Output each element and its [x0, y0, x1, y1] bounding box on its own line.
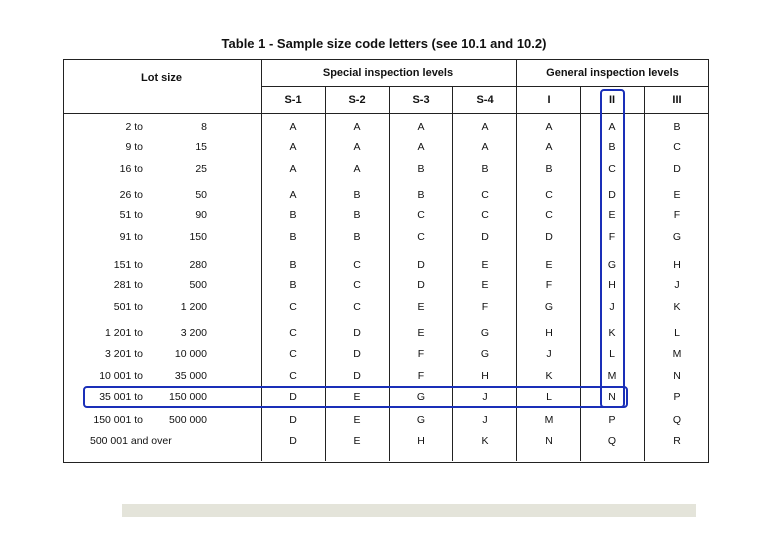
code-letter-cell: E: [608, 209, 616, 221]
code-letter-cell: F: [673, 209, 681, 221]
lot-size-to: 8: [201, 121, 207, 133]
code-letter-cell: B: [353, 209, 361, 221]
column-header-s-3: S-3: [412, 94, 430, 106]
lot-size-from: 35 001 to: [99, 391, 143, 403]
code-letter-cell: B: [289, 279, 297, 291]
code-letter-cell: E: [353, 435, 361, 447]
lot-size-header: Lot size: [141, 72, 182, 84]
code-letter-cell: B: [608, 141, 616, 153]
code-letter-cell: F: [417, 370, 425, 382]
code-letter-cell: E: [353, 391, 361, 403]
code-letter-cell: H: [608, 279, 616, 291]
code-letter-cell: A: [545, 141, 553, 153]
lot-size-from: 91 to: [119, 231, 143, 243]
code-letter-cell: G: [416, 414, 426, 426]
lot-size-to: 150: [189, 231, 207, 243]
code-letter-cell: C: [417, 231, 425, 243]
code-letter-cell: A: [481, 121, 489, 133]
lot-size-from: 150 001 to: [93, 414, 143, 426]
code-letter-cell: C: [545, 209, 553, 221]
code-letter-cell: N: [545, 435, 553, 447]
code-letter-cell: C: [608, 163, 616, 175]
code-letter-cell: D: [417, 279, 425, 291]
column-header-i: I: [547, 94, 551, 106]
column-header-iii: III: [672, 94, 682, 106]
lot-size-to: 3 200: [180, 327, 207, 339]
code-letter-cell: G: [544, 301, 554, 313]
column-header-s-1: S-1: [284, 94, 302, 106]
code-letter-cell: D: [289, 435, 297, 447]
code-letter-cell: J: [482, 414, 488, 426]
code-letter-cell: B: [673, 121, 681, 133]
lot-size-to: 280: [189, 259, 207, 271]
lot-size-to: 35 000: [174, 370, 207, 382]
code-letter-cell: D: [545, 231, 553, 243]
code-letter-cell: D: [353, 348, 361, 360]
table-title: Table 1 - Sample size code letters (see 10.1 and 10.2): [221, 36, 547, 51]
code-letter-cell: D: [289, 391, 297, 403]
code-letter-cell: E: [673, 189, 681, 201]
code-letter-cell: B: [289, 209, 297, 221]
code-letter-cell: J: [674, 279, 680, 291]
code-letter-cell: B: [481, 163, 489, 175]
lot-size-from: 2 to: [125, 121, 143, 133]
code-letter-cell: M: [607, 370, 617, 382]
lot-size-from: 51 to: [119, 209, 143, 221]
code-letter-cell: L: [546, 391, 552, 403]
code-letter-cell: C: [289, 370, 297, 382]
code-letter-cell: A: [545, 121, 553, 133]
code-letter-cell: B: [353, 231, 361, 243]
code-letter-cell: J: [546, 348, 552, 360]
code-letter-cell: C: [353, 279, 361, 291]
code-letter-cell: B: [353, 189, 361, 201]
lot-size-from: 501 to: [113, 301, 143, 313]
code-letter-cell: C: [289, 301, 297, 313]
code-letter-cell: C: [417, 209, 425, 221]
code-letter-cell: K: [608, 327, 616, 339]
general-levels-header: General inspection levels: [546, 67, 679, 79]
lot-size-from: 1 201 to: [105, 327, 143, 339]
code-letter-cell: A: [353, 163, 361, 175]
code-letter-cell: G: [416, 391, 426, 403]
lot-size-to: 500 000: [169, 414, 207, 426]
column-header-s-2: S-2: [348, 94, 366, 106]
code-letter-cell: E: [481, 259, 489, 271]
column-header-ii: II: [608, 94, 616, 106]
code-letter-cell: C: [481, 189, 489, 201]
code-letter-cell: D: [353, 327, 361, 339]
code-letter-cell: A: [417, 141, 425, 153]
lot-size-to: 150 000: [169, 391, 207, 403]
code-letter-cell: A: [353, 141, 361, 153]
code-letter-cell: A: [417, 121, 425, 133]
highlight-column-ii: [600, 89, 625, 408]
code-letter-cell: B: [289, 231, 297, 243]
code-letter-cell: H: [545, 327, 553, 339]
code-letter-cell: C: [353, 259, 361, 271]
code-letter-cell: D: [289, 414, 297, 426]
code-letter-cell: D: [608, 189, 616, 201]
code-letter-cell: D: [481, 231, 489, 243]
code-letter-cell: G: [672, 231, 682, 243]
code-letter-cell: E: [545, 259, 553, 271]
code-letter-cell: C: [353, 301, 361, 313]
code-letter-cell: F: [481, 301, 489, 313]
lot-size-from: 3 201 to: [105, 348, 143, 360]
code-letter-cell: P: [608, 414, 616, 426]
code-letter-cell: K: [481, 435, 489, 447]
code-letter-cell: D: [417, 259, 425, 271]
highlight-row-35001-150000: [83, 386, 628, 408]
code-letter-cell: B: [545, 163, 553, 175]
code-letter-cell: G: [607, 259, 617, 271]
code-letter-cell: H: [481, 370, 489, 382]
code-letter-cell: C: [289, 327, 297, 339]
code-letter-cell: C: [673, 141, 681, 153]
code-letter-cell: A: [289, 189, 297, 201]
code-letter-cell: K: [673, 301, 681, 313]
code-letter-cell: G: [480, 327, 490, 339]
code-letter-cell: F: [417, 348, 425, 360]
code-letter-cell: E: [417, 301, 425, 313]
lot-size-from: 281 to: [113, 279, 143, 291]
header-group-divider: [261, 86, 708, 87]
code-letter-cell: B: [289, 259, 297, 271]
special-levels-header: Special inspection levels: [322, 67, 454, 79]
code-letter-cell: L: [674, 327, 680, 339]
code-letter-cell: F: [608, 231, 616, 243]
code-letter-cell: K: [545, 370, 553, 382]
code-letter-cell: N: [608, 391, 616, 403]
code-letter-cell: Q: [607, 435, 617, 447]
code-letter-cell: B: [417, 163, 425, 175]
code-letter-cell: B: [417, 189, 425, 201]
code-letter-cell: C: [545, 189, 553, 201]
lot-size-from: 10 001 to: [99, 370, 143, 382]
code-letter-cell: N: [673, 370, 681, 382]
divider-ii-iii: [644, 87, 645, 461]
code-letter-cell: A: [289, 163, 297, 175]
lot-size-to: 50: [195, 189, 207, 201]
code-letter-cell: A: [353, 121, 361, 133]
code-letter-cell: A: [289, 141, 297, 153]
code-letter-cell: F: [545, 279, 553, 291]
code-letter-cell: P: [673, 391, 681, 403]
code-letter-cell: J: [482, 391, 488, 403]
lot-size-to: 1 200: [180, 301, 207, 313]
lot-size-from: 16 to: [119, 163, 143, 175]
lot-size-from: 151 to: [113, 259, 143, 271]
column-header-s-4: S-4: [476, 94, 494, 106]
code-letter-cell: H: [673, 259, 681, 271]
lot-size-to: 90: [195, 209, 207, 221]
code-letter-cell: H: [417, 435, 425, 447]
code-letter-cell: E: [417, 327, 425, 339]
lot-size-to: 10 000: [174, 348, 207, 360]
code-letter-cell: A: [481, 141, 489, 153]
code-letter-cell: M: [672, 348, 682, 360]
lot-size-range: 500 001 and over: [90, 435, 172, 447]
lot-size-to: 15: [195, 141, 207, 153]
footer-bar: [122, 504, 696, 517]
code-letter-cell: R: [673, 435, 681, 447]
lot-size-to: 500: [189, 279, 207, 291]
code-letter-cell: D: [673, 163, 681, 175]
code-letter-cell: L: [609, 348, 615, 360]
lot-size-to: 25: [195, 163, 207, 175]
code-letter-cell: J: [609, 301, 615, 313]
code-letter-cell: E: [353, 414, 361, 426]
code-letter-cell: A: [608, 121, 616, 133]
lot-size-from: 9 to: [125, 141, 143, 153]
code-letter-cell: A: [289, 121, 297, 133]
code-letter-cell: C: [289, 348, 297, 360]
code-letter-cell: D: [353, 370, 361, 382]
code-letter-cell: M: [544, 414, 554, 426]
code-letter-cell: E: [481, 279, 489, 291]
lot-size-from: 26 to: [119, 189, 143, 201]
code-letter-cell: C: [481, 209, 489, 221]
code-letter-cell: G: [480, 348, 490, 360]
code-letter-cell: Q: [672, 414, 682, 426]
